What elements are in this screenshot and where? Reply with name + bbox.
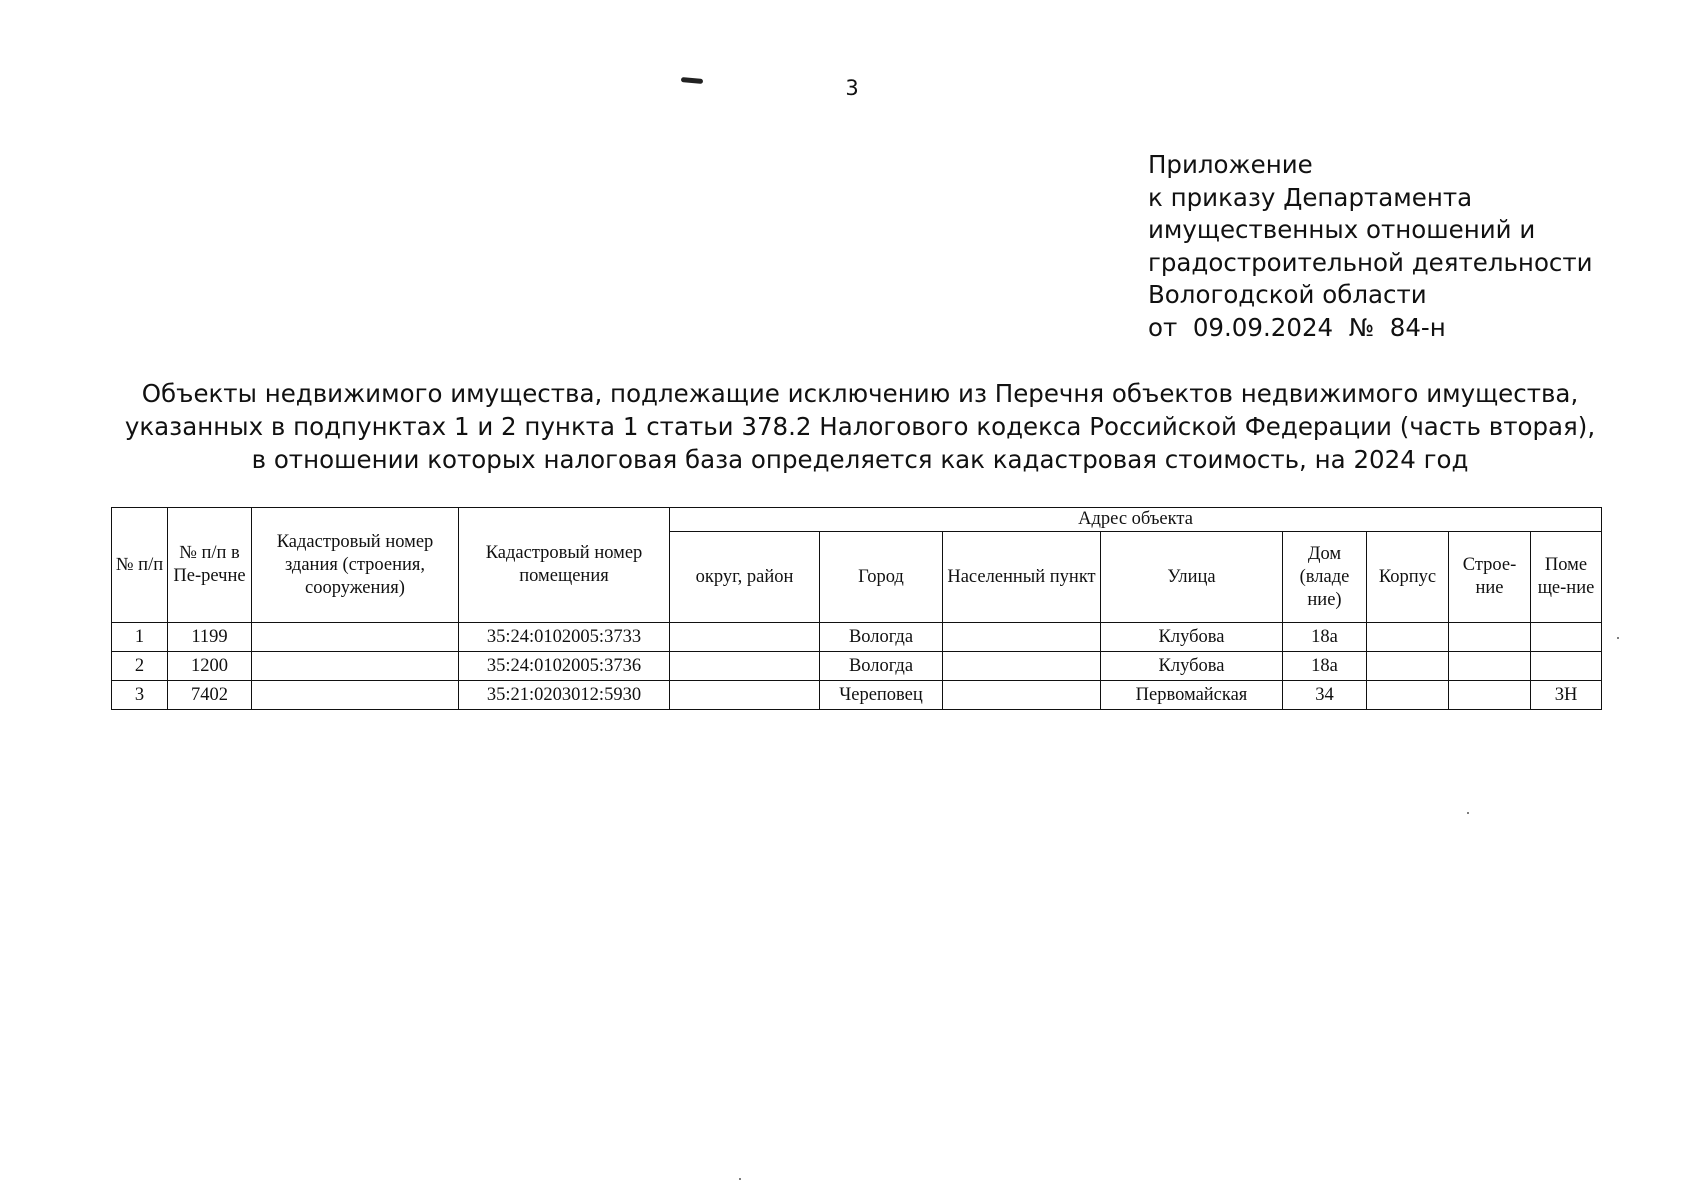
cell-block (1367, 623, 1449, 652)
title-line: в отношении которых налоговая база определяется как кадастровая стоимость, на 2024 год (251, 445, 1469, 474)
header-building-cadastral: Кадастровый номер здания (строения, сооружения) (252, 508, 459, 623)
cell-district (670, 681, 820, 710)
table-row (112, 623, 1602, 652)
cell-room-cadastral: 35:24:0102005:3733 (459, 623, 670, 652)
cell-city: Вологда (820, 623, 943, 652)
header-house: Дом (владе ние) (1283, 532, 1367, 623)
cell-building-cadastral (252, 623, 459, 652)
appendix-line: Приложение (1148, 150, 1313, 179)
cell-street: Первомайская (1101, 681, 1283, 710)
scan-speck (1617, 637, 1619, 639)
cell-num: 1 (112, 623, 168, 652)
cell-house: 34 (1283, 681, 1367, 710)
cell-list-num: 7402 (168, 681, 252, 710)
cell-building-cadastral (252, 681, 459, 710)
header-settlement: Населенный пункт (943, 532, 1101, 623)
cell-block (1367, 681, 1449, 710)
cell-num: 3 (112, 681, 168, 710)
cell-room-cadastral: 35:24:0102005:3736 (459, 652, 670, 681)
cell-house: 18а (1283, 623, 1367, 652)
header-building: Строе-ние (1449, 532, 1531, 623)
cell-premises (1531, 623, 1602, 652)
title-line: указанных в подпунктах 1 и 2 пункта 1 статьи 378.2 Налогового кодекса Российской Федерации (часть вторая), (124, 412, 1596, 441)
table-row (112, 652, 1602, 681)
cell-premises (1531, 652, 1602, 681)
header-address-group: Адрес объекта (670, 508, 1602, 532)
appendix-date-line: от 09.09.2024 № 84-н (1148, 312, 1446, 342)
appendix-line: к приказу Департамента (1148, 182, 1473, 212)
header-district: округ, район (670, 532, 820, 623)
header-block: Корпус (1367, 532, 1449, 623)
page-number: 3 (845, 76, 859, 100)
cell-list-num: 1199 (168, 623, 252, 652)
header-room-cadastral: Кадастровый номер помещения (459, 508, 670, 623)
scan-mark (681, 77, 703, 84)
scan-speck (1467, 812, 1469, 814)
cell-premises: 3Н (1531, 681, 1602, 710)
cell-list-num: 1200 (168, 652, 252, 681)
cell-district (670, 652, 820, 681)
cell-block (1367, 652, 1449, 681)
cell-room-cadastral: 35:21:0203012:5930 (459, 681, 670, 710)
appendix-block (1148, 149, 1593, 344)
header-city: Город (820, 532, 943, 623)
cell-street: Клубова (1101, 652, 1283, 681)
cell-settlement (943, 623, 1101, 652)
cell-building (1449, 652, 1531, 681)
cell-building-cadastral (252, 652, 459, 681)
cell-city: Вологда (820, 652, 943, 681)
cell-district (670, 623, 820, 652)
cell-street: Клубова (1101, 623, 1283, 652)
header-list-num: № п/п в Пе-речне (168, 508, 252, 623)
appendix-line: градостроительной деятельности (1148, 247, 1593, 277)
cell-building (1449, 623, 1531, 652)
header-premises: Поме ще-ние (1531, 532, 1602, 623)
cell-settlement (943, 652, 1101, 681)
cell-settlement (943, 681, 1101, 710)
cell-city: Череповец (820, 681, 943, 710)
cell-house: 18а (1283, 652, 1367, 681)
appendix-line: имущественных отношений и (1148, 215, 1536, 244)
cell-num: 2 (112, 652, 168, 681)
cell-building (1449, 681, 1531, 710)
scan-speck (739, 1178, 741, 1180)
document-title (100, 377, 1620, 476)
title-line: Объекты недвижимого имущества, подлежащие исключению из Перечня объектов недвижимого имущества, (141, 379, 1579, 408)
appendix-line: Вологодской области (1148, 280, 1427, 309)
header-street: Улица (1101, 532, 1283, 623)
objects-table (111, 507, 1602, 710)
table-row (112, 681, 1602, 710)
header-num: № п/п (112, 508, 168, 623)
